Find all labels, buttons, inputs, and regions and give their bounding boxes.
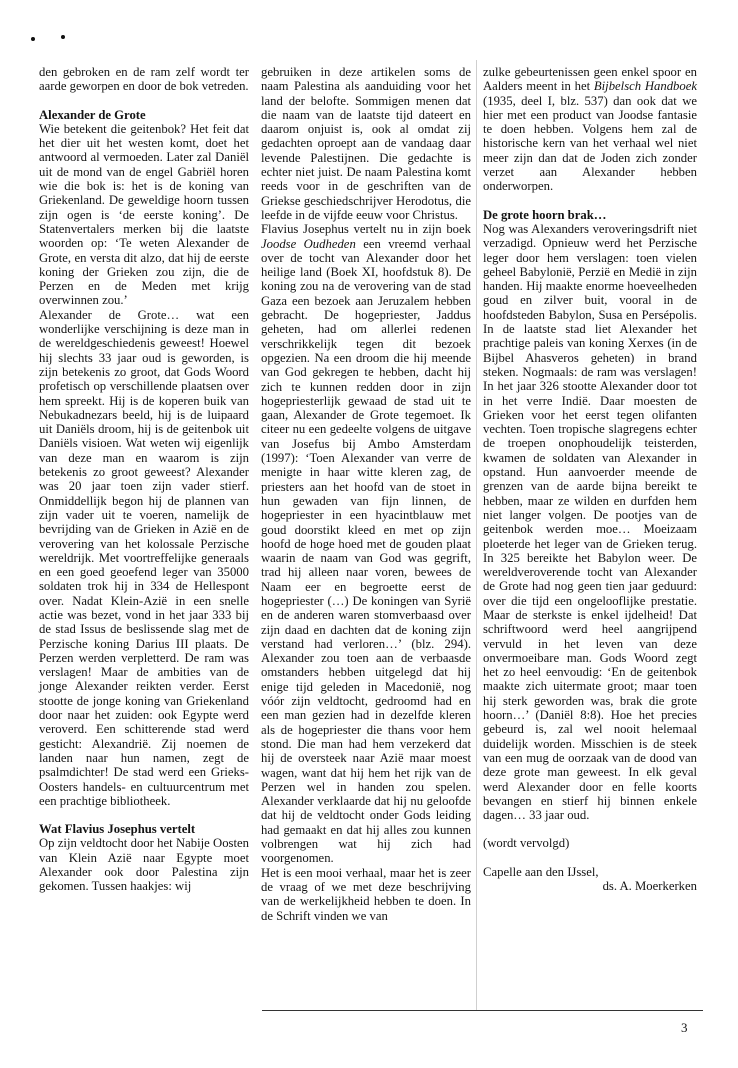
scan-mark-1 [31, 37, 35, 41]
paragraph: Nog was Alexanders veroveringsdrift niet verzadigd. Opnieuw werd het Perzische leger door hem verslagen: toen vielen geheel Babylonië, Perzië en Medië in zijn handen. Hij maakte enorme hoeveelheden goud en zilver buit, vooral in de hoofdsteden Babylon, Susa en Persépolis. In de laatste stad liet Alexander het prachtige paleis van koning Xerxes (in de Bijbel Ahasveros geheten) in brand steken. Nogmaals: de ram was verslagen! In het jaar 326 stootte Alexander door tot in het verre Indië. Daar moesten de Grieken voor het eerst tegen olifanten vechten. Toen tropische slagregens echter de troepen onophoudelijk teisterden, kwamen de soldaten van Alexander in opstand. Hun aanvoerder meende de grenzen van de aarde bijna bereikt te hebben, maar ze wilden en durfden hem niet langer volgen. De pootjes van de geitenbok werden moe… Moeizaam ploeterde het leger van de Grieken terug. In 325 bereikte het Babylon weer. De wereldveroverende tocht van Alexander de Grote had nog geen tien jaar geduurd: over die tijd een ongelooflijke prestatie. Maar de sterkste is enkel ijdelheid! Dat schriftwoord werd heel aangrijpend vervuld in het leven van deze onvermoeibare man. Gods Woord zegt het zo heel eenvoudig: ‘En de geitenbok maakte zich uitermate groot; maar toen hij sterk geworden was, brak die grote hoorn…’ (Daniël 8:8). Hoe het precies gebeurd is, zal wel nooit helemaal duidelijk worden. Misschien is de steek van een mug de oorzaak van de dood van deze grote man geweest. In elk geval werd Alexander door en felle koorts bevangen en stierf hij binnen enkele dagen… 33 jaar oud. [483, 221, 697, 823]
text-run: Flavius Josephus vertelt nu in zijn boek [261, 222, 471, 237]
paragraph: gebruiken in deze artikelen soms de naam Palestina als aanduiding voor het land der belofte. Sommigen menen dat die naam van de laatste tijd dateert en daarom onjuist is, ook al omdat zij gedachten oproept aan de vandaag daar levende Palestijnen. Die gedachte is echter niet juist. De naam Palestina komt reeds voor in de geschriften van de Griekse geschiedschrijver Herodotus, die leefde in de vijfde eeuw voor Christus. [261, 65, 471, 222]
paragraph [483, 65, 697, 194]
paragraph: Wie betekent die geitenbok? Het feit dat het dier uit het westen komt, doet het antwoord al vermoeden. Later zal Daniël uit de mond van de engel Gabriël horen wie die bok is: het is de koning van Griekenland. De geweldige hoorn tussen zijn ogen is ‘de eerste koning’. De Statenvertalers merken bij die laatste woorden op: ‘Te weten Alexander de Grote, en versta dit alzo, dat hij de eerste koning der Grieken zou zijn, die de Perzen en de Meden met krijg overwinnen zou.’ [39, 121, 249, 308]
page-number: 3 [681, 1020, 688, 1035]
column-2 [261, 65, 471, 1000]
heading-alexander-de-grote: Alexander de Grote [39, 107, 146, 122]
continuation-note: (wordt vervolgd) [483, 836, 570, 851]
spacer [483, 194, 697, 208]
paragraph [261, 222, 471, 865]
heading-grote-hoorn: De grote hoorn brak… [483, 207, 607, 222]
signature-author: ds. A. Moerkerken [602, 879, 697, 894]
paragraph: Het is een mooi verhaal, maar het is zeer de vraag of we met deze beschrijving van de werkelijkheid hebben te doen. In de Schrift vinden we van [261, 865, 471, 923]
column-1 [39, 65, 249, 1000]
footer-rule [262, 1010, 703, 1011]
column-divider [476, 60, 477, 1010]
text-run: (1935, deel I, blz. 537) dan ook dat we hier met een product van Joodse fantasie te doen hebben. Volgens hem zal de historische kern van het verhaal wel niet meer zijn dan dat de Joden zich zonder verzet aan Alexander hebben onderworpen. [483, 93, 697, 194]
paragraph: den gebroken en de ram zelf wordt ter aarde geworpen en door de bok vetreden. [39, 65, 249, 94]
spacer [39, 94, 249, 108]
spacer [483, 851, 697, 865]
column-3 [483, 65, 698, 894]
book-title-joodse-oudheden: Joodse Oudheden [261, 236, 356, 251]
spacer [39, 808, 249, 822]
heading-flavius-josephus: Wat Flavius Josephus vertelt [39, 822, 196, 837]
text-run: een vreemd verhaal over de tocht van Alexander door het heilige land (Boek XI, hoofdstuk 8). De koning zou na de verovering van de stad Gaza een bezoek aan Jeruzalem hebben gebracht. De hogepriester, Jaddus geheten, had om allerlei redenen verschrikkelijk tegen dit bezoek opgezien. Na een droom die hij meende van God gekregen te hebben, dacht hij zich te kunnen redden door in zijn hogepriesterlijk gewaad de stad uit te gaan, Alexander de Grote tegemoet. Ik citeer nu een gedeelte volgens de uitgave van Josefus bij Ambo Amsterdam (1997): ‘Toen Alexander van verre de menigte in haar witte kleren zag, de priesters aan het hoofd van de stoet in hun gewaden van fijn linnen, de hogepriester in een hyacintblauw met goud doorstikt kleed en met op zijn hoofd de hoge hoed met de gouden plaat waarin de naam van God was gegrift, trad hij alleen naar voren, bewees de Naam eer en begroette eerst de hogepriester (…) De koningen van Syrië en de anderen waren stomverbaasd over zijn daad en dachten dat de koning zijn verstand had verloren…’ (blz. 294). Alexander zou toen aan de verbaasde omstanders hebben uitgelegd dat hij enige tijd geleden in Macedonië, nog vóór zijn veldtocht, gedroomd had en een man gezien had in dezelfde kleren als de hogepriester die thans voor hem stond. Die man had hem verzekerd dat hij de oversteek naar Azië maar moest wagen, want dat hij hem het rijk van de Perzen wel in handen zou spelen. Alexander verklaarde dat hij nu geloofde dat hij de veldtocht onder Gods leiding had gemaakt en dat hij alles zou kunnen volbrengen wat hij zich had voorgenomen. [261, 236, 471, 866]
signature-place: Capelle aan den IJssel, [483, 864, 599, 879]
paragraph: Alexander de Grote… wat een wonderlijke verschijning is deze man in de wereldgeschiedenis geweest! Hoewel hij slechts 33 jaar oud is geworden, is zijn betekenis zo groot, dat Gods Woord profetisch op verschillende plaatsen over hem spreekt. Hij is de koperen buik van Nebukadnezars beeld, hij is de luipaard uit Daniëls droom, hij is de geitenbok uit Daniëls visioen. Wat weten wij eigenlijk van deze man en waarom is zijn betekenis zo groot geweest? Alexander was 20 jaar toen zijn vader stierf. Onmiddellijk begon hij de plannen van zijn vader uit te voeren, namelijk de bevrijding van de Grieken in Azië en de verovering van het kolossale Perzische wereldrijk. Met voortreffelijke generaals en een goed geoefend leger van 35000 soldaten trok hij in 334 de Hellespont over. Nadat Klein-Azië in een snelle actie was bezet, vond in het jaar 333 bij de stad Issus de beslissende slag met de Perzische koning Darius III plaats. De Perzen werden verpletterd. De ram was verslagen! Maar de ambities van de jonge Alexander reikten verder. Eerst stootte de jonge koning van Griekenland door naar het zuiden: ook Egypte werd veroverd. Een schitterende stad werd gesticht: Alexandrië. Zij noemen de landen naar hun namen, zegt de psalmdichter! De stad werd een Grieks-Oosters handels- en cultuurcentrum met een prachtige bibliotheek. [39, 307, 249, 808]
scan-mark-2 [61, 35, 65, 39]
text-run: zulke gebeurtenissen geen enkel spoor en Aalders meent in het [483, 65, 697, 94]
book-title-bijbelsch-handboek: Bijbelsch Handboek [593, 79, 698, 94]
paragraph: Op zijn veldtocht door het Nabije Oosten van Klein Azië naar Egypte moet Alexander ook door Palestina zijn gekomen. Tussen haakjes: wij [39, 836, 249, 894]
spacer [483, 822, 697, 836]
